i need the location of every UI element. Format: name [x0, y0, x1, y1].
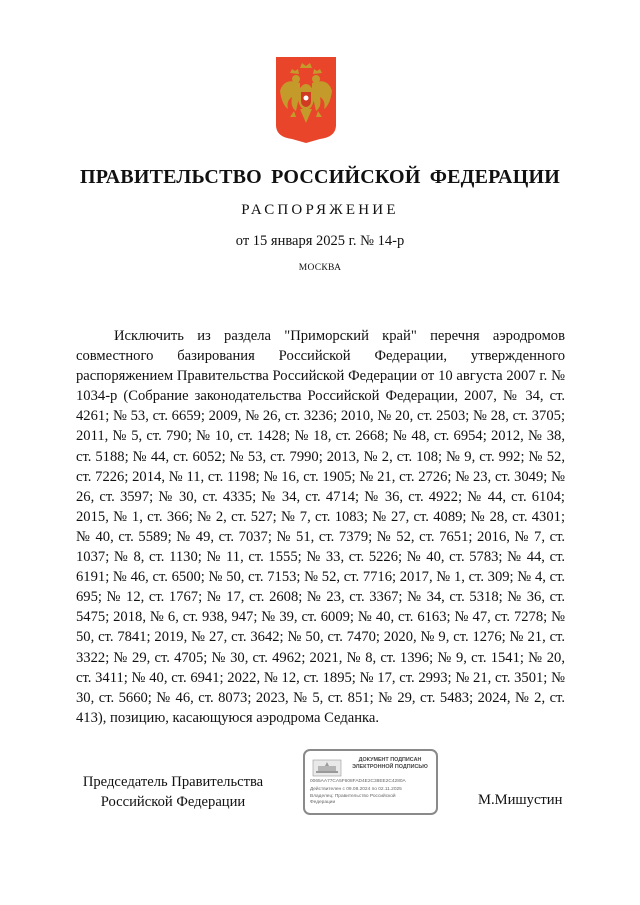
- electronic-signature-stamp: [303, 749, 438, 815]
- government-building-icon: [312, 759, 342, 777]
- signer-position: [73, 772, 273, 812]
- stamp-owner-line2: Федерации: [310, 800, 336, 805]
- stamp-validity: Действителен с 09.08.2024 по 02.11.2025: [310, 787, 402, 792]
- stamp-heading-line1: ДОКУМЕНТ ПОДПИСАН: [358, 757, 422, 763]
- stamp-heading: [345, 757, 435, 771]
- document-city: МОСКВА: [298, 263, 342, 273]
- coat-of-arms-emblem: [276, 57, 336, 143]
- stamp-owner-line1: Владелец: Правительство Российской: [310, 794, 396, 799]
- signer-position-line1: Председатель Правительства: [82, 774, 264, 790]
- stamp-certificate: 0065AA77CA5F608FAD4E2C38EE2C4280A: [310, 779, 406, 784]
- document-type: РАСПОРЯЖЕНИЕ: [241, 202, 399, 218]
- stamp-heading-line2: ЭЛЕКТРОННОЙ ПОДПИСЬЮ: [352, 764, 428, 770]
- document-date-number: от 15 января 2025 г. № 14-р: [235, 233, 405, 249]
- signer-position-line2: Российской Федерации: [100, 794, 246, 810]
- government-title: ПРАВИТЕЛЬСТВО РОССИЙСКОЙ ФЕДЕРАЦИИ: [80, 166, 560, 188]
- order-body-text: Исключить из раздела "Приморский край" перечня аэродромов совместного базирования Российской Федерации, утвержденного распоряжением Правительства Российской Федерации от 10 августа 2007 г. № 1034-р (Собрание законодательства Российской Федерации, 2007, № 34, ст. 4261; № 53, ст. 6659; 2009, № 26, ст. 3236; 2010, № 20, ст. 2503; № 28, ст. 3705; 2011, № 5, ст. 790; № 10, ст. 1428; № 18, ст. 2668; № 48, ст. 6954; 2012, № 38, ст. 5188; № 44, ст. 6052; № 53, ст. 7990; 2013, № 2, ст. 108; № 9, ст. 992; № 52, ст. 7226; 2014, № 11, ст. 1198; № 16, ст. 1905; № 21, ст. 2726; № 23, ст. 3049; № 26, ст. 3597; № 30, ст. 4335; № 34, ст. 4714; № 36, ст. 4922; № 44, ст. 6104; 2015, № 1, ст. 366; № 2, ст. 527; № 7, ст. 1083; № 27, ст. 4089; № 28, ст. 4301; № 40, ст. 5589; № 49, ст. 7037; № 51, ст. 7379; № 52, ст. 7651; 2016, № 7, ст. 1037; № 8, ст. 1130; № 11, ст. 1555; № 33, ст. 5226; № 40, ст. 5783; № 44, ст. 6191; № 46, ст. 6500; № 50, ст. 7153; № 52, ст. 7716; 2017, № 1, ст. 309; № 4, ст. 695; № 12, ст. 1767; № 17, ст. 2608; № 23, ст. 3367; № 34, ст. 5318; № 36, ст. 5475; 2018, № 6, ст. 938, 947; № 39, ст. 6009; № 40, ст. 6163; № 47, ст. 7278; № 50, ст. 7841; 2019, № 27, ст. 3642; № 50, ст. 7470; 2020, № 9, ст. 1276; № 21, ст. 3322; № 29, ст. 4705; № 30, ст. 4962; 2021, № 8, ст. 1396; № 9, ст. 1541; № 20, ст. 3411; № 40, ст. 6941; 2022, № 12, ст. 1895; № 17, ст. 2993; № 21, ст. 3501; № 30, ст. 5660; № 46, ст. 8073; 2023, № 5, ст. 851; № 29, ст. 5483; 2024, № 2, ст. 413), позицию, касающуюся аэродрома Седанка.: [76, 328, 565, 726]
- signer-name: М.Мишустин: [478, 792, 563, 808]
